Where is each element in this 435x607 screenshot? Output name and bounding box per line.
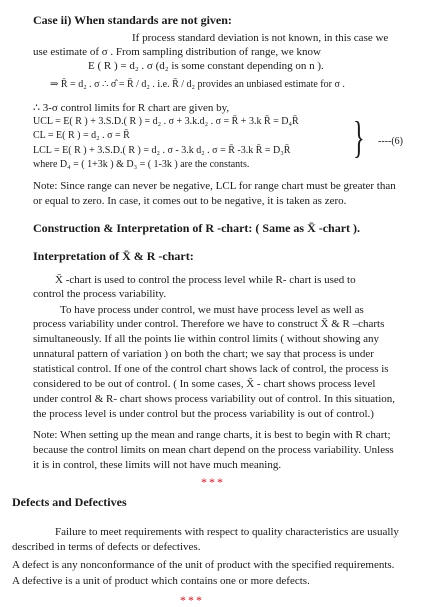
defects-heading: Defects and Defectives (12, 495, 127, 509)
interpretation-line: under control & R- chart shows process variability out of control. In this situation, (33, 393, 396, 405)
note1-line: or equal to zero. In case, it comes out to be negative, it is taken as zero. (33, 195, 347, 207)
defects-line: described in terms of defects or defectives. (12, 541, 201, 553)
interpretation-line: X̄ -chart is used to control the process level while R- chart is used to (55, 274, 356, 286)
interpretation-line: unnatural pattern of variation ) on both the chart; we say that process is under (33, 348, 374, 360)
interpretation-line: process variability under control. Therefore we have to construct X̄ & R –charts (33, 318, 385, 330)
ucl-formula: UCL = E( R ) + 3.S.D.( R ) = d₂ . σ + 3.k.d₂ . σ = R̄ + 3.k R̄ = D₄R̄ (33, 116, 299, 127)
separator-stars: *** (180, 593, 204, 607)
cl-formula: CL = E( R ) = d₂ . σ = R̄ (33, 130, 130, 141)
construction-heading: Construction & Interpretation of R -chart: ( Same as X̄ -chart ). (33, 221, 361, 235)
separator-stars: *** (201, 475, 225, 489)
intro-line: use estimate of σ . From sampling distribution of range, we know (33, 46, 321, 58)
interpretation-line: simultaneously. If all the points lie within control limits ( without showing any (33, 333, 380, 345)
constants-definition: where D₄ = ( 1+3k ) & D₃ = ( 1-3k ) are the constants. (33, 159, 250, 170)
equation-number: ----(6) (378, 136, 403, 147)
interpretation-line: considered to be out of control. ( In some cases, X̄ - chart shows process level (33, 378, 376, 390)
interpretation-line: the process level is under control but the process variability is out of control.) (33, 408, 374, 420)
defects-line: A defect is any nonconformance of the unit of product with the specified requirements. (12, 559, 395, 571)
defects-line: Failure to meet requirements with respect to quality characteristics are usually (55, 526, 399, 538)
intro-line: If process standard deviation is not known, in this case we (132, 32, 389, 44)
intro-line: ∴ 3-σ control limits for R chart are given by, (33, 102, 230, 114)
intro-line: ⇒ R̄ = d₂ . σ ∴ σ̂ = R̄ / d₂ . i.e. R̄ / d₂ provides an unbiased estimate for σ . (50, 79, 345, 90)
equation-brace: } (353, 113, 365, 162)
interpretation-line: control the process variability. (33, 288, 167, 300)
note2-line: it is in control, these limits will not have much meaning. (33, 459, 282, 471)
lcl-formula: LCL = E( R ) + 3.S.D.( R ) = d₂ . σ - 3.k d₂ . σ = R̄ -3.k R̄ = D₃R̄ (33, 145, 291, 156)
interpretation-line: To have process under control, we must have process level as well as (60, 304, 364, 316)
case-heading: Case ii) When standards are not given: (33, 13, 232, 27)
interpretation-heading: Interpretation of X̄ & R -chart: (33, 249, 194, 263)
defects-line: A defective is a unit of product which contains one or more defects. (12, 575, 310, 587)
note1-line: Note: Since range can never be negative, LCL for range chart must be greater than (33, 180, 396, 192)
intro-line: E ( R ) = d₂ . σ (d₂ is some constant depending on n ). (88, 60, 324, 72)
note2-line: Note: When setting up the mean and range charts, it is best to begin with R chart; (33, 429, 391, 441)
interpretation-line: statistical control. If one of the control chart shows lack of control, the process is (33, 363, 389, 375)
note2-line: because the control limits on mean chart depend on the process variability. Unless (33, 444, 394, 456)
